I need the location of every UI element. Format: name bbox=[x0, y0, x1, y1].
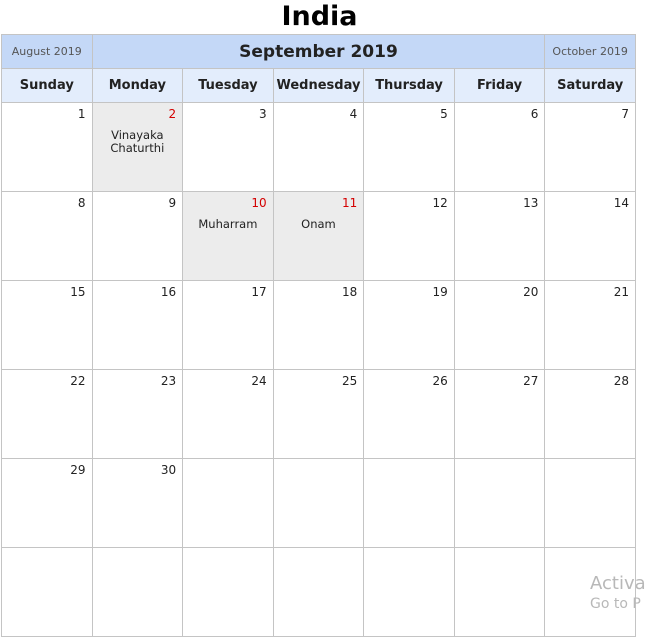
day-number: 26 bbox=[432, 374, 448, 388]
day-cell-29[interactable] bbox=[2, 459, 93, 548]
week-row bbox=[2, 370, 636, 459]
empty-day-cell bbox=[183, 459, 274, 548]
day-number: 16 bbox=[160, 285, 177, 299]
day-cell-5[interactable] bbox=[364, 103, 455, 192]
day-number: 28 bbox=[613, 374, 629, 388]
weekday-friday: Friday bbox=[454, 69, 545, 103]
day-number: 30 bbox=[160, 463, 177, 477]
calendar-weeks bbox=[2, 103, 636, 637]
day-cell-19[interactable] bbox=[364, 281, 455, 370]
empty-day-cell bbox=[273, 548, 364, 637]
day-cell-20[interactable] bbox=[454, 281, 545, 370]
day-number: 6 bbox=[530, 107, 539, 121]
day-cell-13[interactable] bbox=[454, 192, 545, 281]
day-number: 3 bbox=[259, 107, 267, 121]
day-cell-22[interactable] bbox=[2, 370, 93, 459]
day-number: 29 bbox=[70, 463, 86, 477]
next-month-link[interactable]: October 2019 bbox=[545, 35, 636, 69]
day-number: 7 bbox=[621, 107, 629, 121]
day-cell-9[interactable] bbox=[92, 192, 183, 281]
calendar-table bbox=[1, 34, 636, 637]
day-number: 11 bbox=[341, 196, 358, 210]
day-number: 10 bbox=[251, 196, 267, 210]
day-number: 1 bbox=[77, 107, 86, 121]
activation-watermark bbox=[590, 573, 646, 613]
day-cell-26[interactable] bbox=[364, 370, 455, 459]
day-number: 17 bbox=[251, 285, 267, 299]
weekday-header bbox=[2, 69, 636, 103]
day-cell-15[interactable] bbox=[2, 281, 93, 370]
day-number: 21 bbox=[613, 285, 629, 299]
weekday-thursday: Thursday bbox=[364, 69, 455, 103]
empty-day-cell bbox=[2, 548, 93, 637]
watermark-line-1: Activa bbox=[590, 573, 646, 594]
day-cell-27[interactable] bbox=[454, 370, 545, 459]
empty-day-cell bbox=[545, 459, 636, 548]
day-cell-1[interactable] bbox=[2, 103, 93, 192]
empty-day-cell bbox=[364, 459, 455, 548]
day-number: 12 bbox=[432, 196, 448, 210]
day-number: 20 bbox=[523, 285, 539, 299]
day-cell-12[interactable] bbox=[364, 192, 455, 281]
day-cell-21[interactable] bbox=[545, 281, 636, 370]
holiday-event[interactable]: Vinayaka Chaturthi bbox=[110, 128, 165, 155]
day-number: 14 bbox=[613, 196, 629, 210]
month-navigation bbox=[2, 35, 636, 69]
empty-day-cell bbox=[454, 459, 545, 548]
day-number: 27 bbox=[523, 374, 539, 388]
holiday-event[interactable]: Onam bbox=[301, 217, 336, 231]
day-number: 22 bbox=[70, 374, 86, 388]
week-row bbox=[2, 103, 636, 192]
day-cell-25[interactable] bbox=[273, 370, 364, 459]
day-cell-8[interactable] bbox=[2, 192, 93, 281]
prev-month-link[interactable]: August 2019 bbox=[2, 35, 93, 69]
empty-day-cell bbox=[92, 548, 183, 637]
day-cell-18[interactable] bbox=[273, 281, 364, 370]
day-cell-24[interactable] bbox=[183, 370, 274, 459]
empty-day-cell bbox=[454, 548, 545, 637]
current-month-title: September 2019 bbox=[92, 35, 545, 69]
day-number: 13 bbox=[523, 196, 539, 210]
day-cell-10[interactable] bbox=[183, 192, 274, 281]
day-number: 18 bbox=[341, 285, 358, 299]
day-cell-16[interactable] bbox=[92, 281, 183, 370]
day-number: 15 bbox=[70, 285, 86, 299]
watermark-line-2: Go to P bbox=[590, 596, 641, 612]
week-row bbox=[2, 192, 636, 281]
weekday-sunday: Sunday bbox=[2, 69, 93, 103]
day-number: 19 bbox=[432, 285, 448, 299]
day-number: 23 bbox=[160, 374, 177, 388]
day-cell-2[interactable] bbox=[92, 103, 183, 192]
day-number: 24 bbox=[251, 374, 267, 388]
day-cell-4[interactable] bbox=[273, 103, 364, 192]
day-number: 5 bbox=[440, 107, 448, 121]
day-cell-3[interactable] bbox=[183, 103, 274, 192]
page-title: India bbox=[281, 1, 358, 32]
day-number: 4 bbox=[349, 107, 358, 121]
empty-day-cell bbox=[183, 548, 274, 637]
holiday-event[interactable]: Muharram bbox=[198, 217, 258, 231]
day-cell-6[interactable] bbox=[454, 103, 545, 192]
day-number: 9 bbox=[168, 196, 177, 210]
week-row bbox=[2, 548, 636, 637]
weekday-monday: Monday bbox=[92, 69, 183, 103]
day-cell-14[interactable] bbox=[545, 192, 636, 281]
weekday-tuesday: Tuesday bbox=[183, 69, 274, 103]
day-cell-7[interactable] bbox=[545, 103, 636, 192]
day-cell-28[interactable] bbox=[545, 370, 636, 459]
day-cell-23[interactable] bbox=[92, 370, 183, 459]
day-cell-30[interactable] bbox=[92, 459, 183, 548]
empty-day-cell bbox=[364, 548, 455, 637]
day-number: 8 bbox=[77, 196, 86, 210]
day-cell-11[interactable] bbox=[273, 192, 364, 281]
weekday-wednesday: Wednesday bbox=[273, 69, 364, 103]
week-row bbox=[2, 281, 636, 370]
weekday-saturday: Saturday bbox=[545, 69, 636, 103]
empty-day-cell bbox=[273, 459, 364, 548]
day-number: 2 bbox=[168, 107, 177, 121]
day-cell-17[interactable] bbox=[183, 281, 274, 370]
day-number: 25 bbox=[341, 374, 358, 388]
week-row bbox=[2, 459, 636, 548]
